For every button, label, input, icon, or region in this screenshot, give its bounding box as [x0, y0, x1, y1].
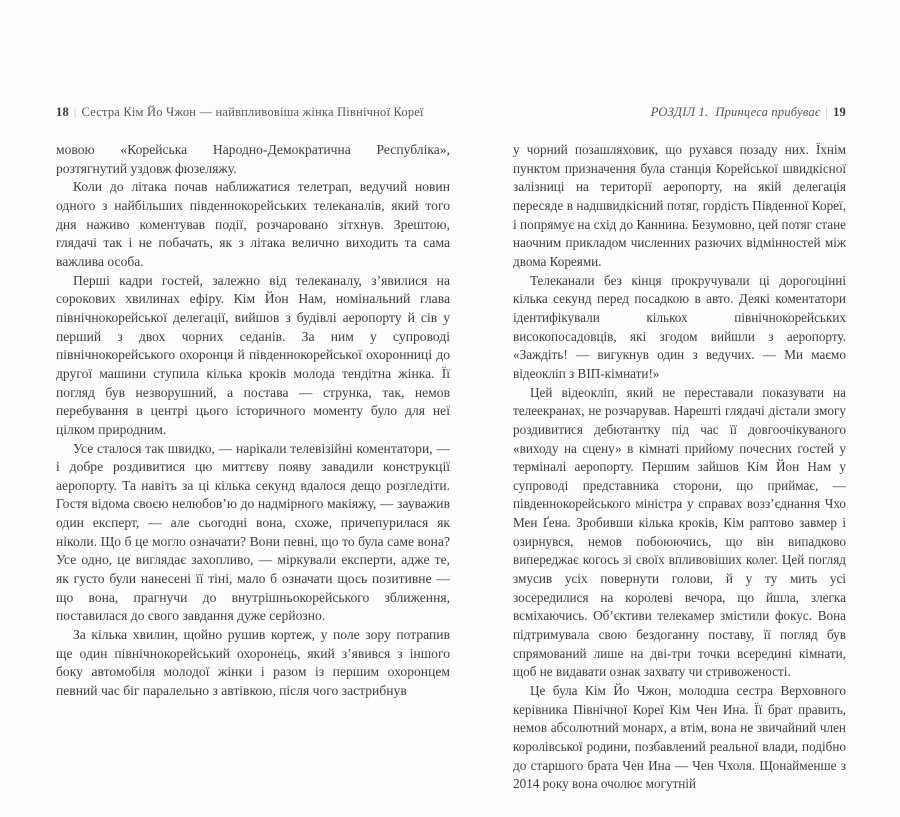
paragraph: Телеканали без кінця прокручували ці дорогоцінні кілька секунд перед посадкою в авто. Деякі коментатори ідентифікували кількох північнокорейських високопосадовців, які згодом вийшли з аеропорту. «Заждіть! — вигукнув один з ведучих. — Ми маємо відеокліп з ВІП-кімнати!»	[513, 272, 846, 381]
paragraph: у чорний позашляховик, що рухався позаду них. Їхнім пунктом призначення була станція Корейської швидкісної залізниці на території аеропорту, на якій делегація пересяде в надшвидкісний потяг, гордість Південної Кореї, і попрямує на схід до Каннина. Безумовно, цей потяг стане наочним прикладом численних разючих відмінностей між двома Кореями.	[513, 142, 846, 269]
paragraph: Перші кадри гостей, залежно від телеканалу, з’явилися на сорокових хвилинах ефіру. Кім Йон Нам, номінальний глава північнокорейської делегації, вийшов з будівлі аеропорту й сів у перший з двох чорних седанів. За ним у супроводі північнокорейського охоронця й південнокорейської охоронниці до другої машини ступила кілька кроків молода тендітна жінка. Її погляд був незворушний, а постава — струнка, так, немов перебування в центрі цього історичного моменту було для неї цілком природним.	[56, 272, 450, 437]
paragraph: Цей відеокліп, який не переставали показувати на телеекранах, не розчарував. Нарешті глядачі дістали змогу роздивитися дебютантку під час її довгоочікуваного «виходу на сцену» в кімнаті прийому почесних гостей у терміналі аеропорту. Першим зайшов Кім Йон Нам у супроводі представника сторони, що приймає, — південнокорейського міністра у справах возз’єднання Чхо Мен Ґена. Зробивши кілька кроків, Кім раптово завмер і озирнувся, немов побоюючись, що він випадково випереджає когось зі своїх впливовіших колег. Цей погляд змусив усіх повернути голови, й у ту мить усі зосередилися на королеві вечора, що йшла, злегка всміхаючись. Об’єктиви телекамер змістили фокус. Вона підтримувала свою бездоганну поставу, її погляд був спрямований лише на дві-три точки всередині кімнати, щоб не видавати ознак захвату чи стривоженості.	[513, 384, 846, 680]
paragraph: Коли до літака почав наближатися телетрап, ведучий новин одного з найбільших південнокорейських телеканалів, який того дня наживо коментував події, розчаровано зітхнув. Зрештою, глядачі так і не побачать, як з літака велично виходить та сама важлива особа.	[56, 179, 450, 269]
paragraph: Усе сталося так швидко, — нарікали телевізійні коментатори, — і добре роздивитися цю миттєву появу завадили конструкції аеропорту. Та навіть за ці кілька секунд вдалося дещо розгледіти. Гостя відома своєю нелюбов’ю до надмірного макіяжу, — зауважив один експерт, — але сьогодні вона, схоже, причепурилася як ніколи. Що б це могло означати? Вони певні, що то була саме вона? Усе одно, це виглядає захопливо, — міркували експерти, адже те, як густо були нанесені її тіні, мало б означати щось позитивне — що вона, прагнучи до внутрішньокорейського зближення, поставилася до свого завдання дуже серйозно.	[56, 440, 450, 624]
running-title-left: Сестра Кім Йо Чжон — найвпливовіша жінка Північної Кореї	[81, 105, 424, 119]
page-left	[56, 104, 450, 701]
paragraph: мовою «Корейська Народно-Демократична Республіка», розтягнутий уздовж фюзеляжу.	[56, 142, 450, 176]
paragraph: За кілька хвилин, щойно рушив кортеж, у поле зору потрапив ще один північнокорейський охоронець, який з’явився з іншого боку автомобіля молодої жінки і разом із першим охоронцем певний час біг паралельно з автівкою, після чого застрибнув	[56, 627, 450, 699]
page-left-body-text	[56, 141, 450, 701]
page-left-running-head	[56, 104, 450, 120]
chapter-label: РОЗДІЛ 1.	[650, 105, 709, 119]
chapter-title: Принцеса прибуває	[715, 105, 821, 119]
header-divider-icon: |	[825, 105, 829, 119]
page-right-running-head	[513, 104, 846, 120]
page-number-left: 18	[56, 105, 69, 119]
paragraph: Це була Кім Йо Чжон, молодша сестра Верховного керівника Північної Кореї Кім Чен Ина. Її брат править, немов абсолютний монарх, а втім, вона не звичайний член королівської родини, позбавлений реальної влади, подібно до старшого брата Чен Ина — Чен Чхоля. Щонайменше з 2014 року вона очолює могутній	[513, 683, 846, 792]
header-divider-icon: |	[73, 105, 77, 119]
page-right	[513, 104, 846, 794]
page-right-body-text	[513, 141, 846, 794]
page-number-right: 19	[833, 105, 846, 119]
